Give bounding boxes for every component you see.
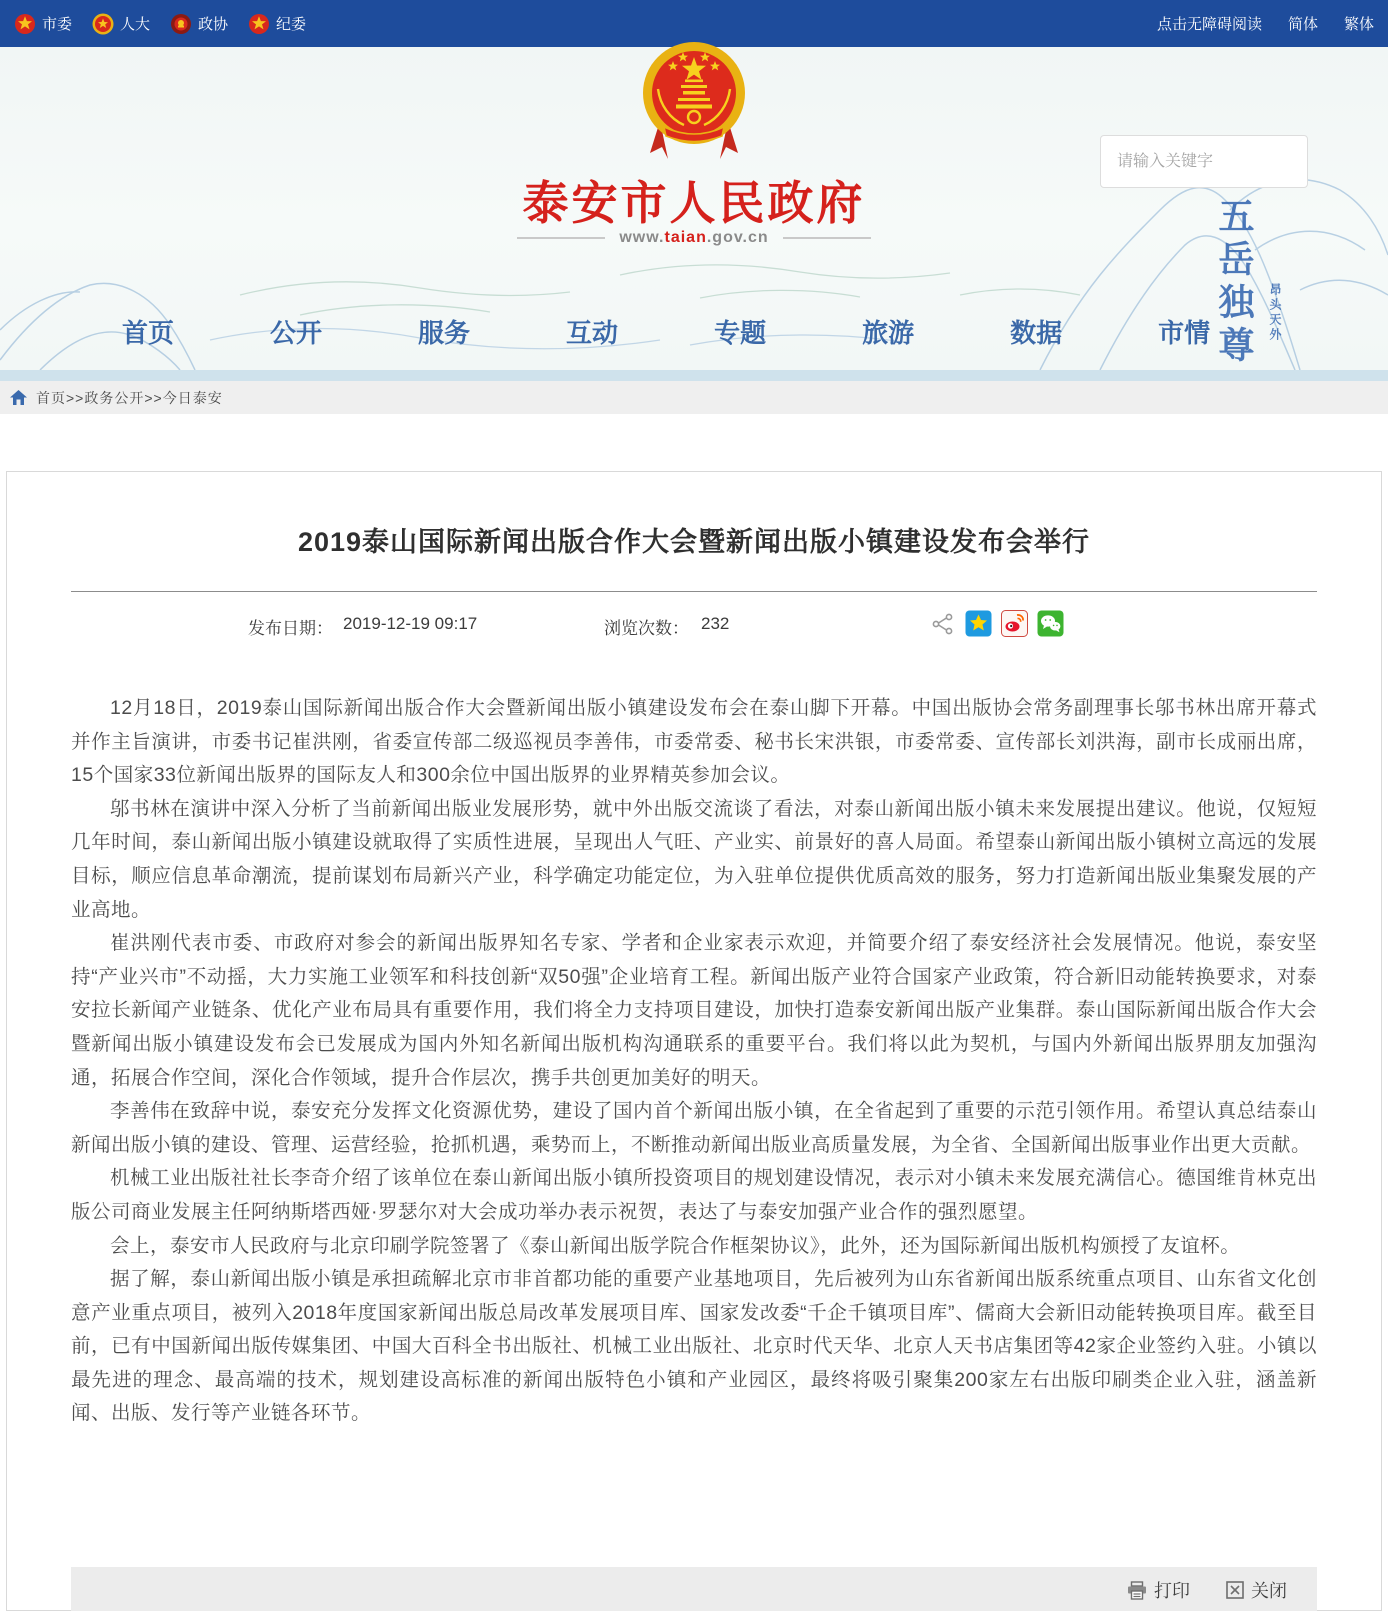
simplified-chinese-link[interactable]: 简体 bbox=[1287, 16, 1318, 33]
link-zhengxie[interactable] bbox=[170, 13, 228, 35]
site-header bbox=[0, 47, 1388, 370]
nav-item-interaction[interactable]: 互动 bbox=[566, 317, 619, 348]
article-body bbox=[71, 692, 1317, 1431]
title-divider bbox=[71, 591, 1317, 592]
link-shiwei[interactable] bbox=[14, 13, 72, 35]
divider-strip bbox=[0, 370, 1388, 381]
search-input[interactable] bbox=[1101, 136, 1307, 187]
view-count-value: 232 bbox=[701, 614, 730, 633]
url-dash-left bbox=[517, 237, 605, 239]
nav-item-open[interactable]: 公开 bbox=[270, 317, 323, 348]
article-container bbox=[6, 471, 1382, 1611]
traditional-chinese-link[interactable]: 繁体 bbox=[1343, 16, 1374, 33]
nav-item-topics[interactable]: 专题 bbox=[714, 317, 767, 348]
breadcrumb bbox=[0, 381, 1388, 414]
national-emblem-icon bbox=[642, 35, 746, 170]
nav-item-city[interactable]: 市情 bbox=[1158, 317, 1211, 348]
article-footer-bar bbox=[71, 1567, 1317, 1611]
home-icon bbox=[10, 390, 27, 405]
print-button[interactable] bbox=[1127, 1577, 1190, 1603]
view-count-label: 浏览次数： bbox=[604, 619, 689, 638]
article-meta bbox=[71, 610, 1317, 642]
topbar-right-links bbox=[1157, 13, 1374, 34]
site-url-text: www.taian.gov.cn bbox=[619, 229, 769, 246]
article-paragraph: 崔洪刚代表市委、市政府对参会的新闻出版界知名专家、学者和企业家表示欢迎，并简要介绍了泰安经济社会发展情况。他说，泰安坚持“产业兴市”不动摇，大力实施工业领军和科技创新“双50强”企业培育工程。新闻出版产业符合国家产业政策，符合新旧动能转换要求，对泰安拉长新闻产业链条、优化产业布局具有重要作用，我们将全力支持项目建设，加快打造泰安新闻出版产业集群。泰山国际新闻出版合作大会暨新闻出版小镇建设发布会已发展成为国内外知名新闻出版机构沟通联系的重要平台。我们将以此为契机，与国内外新闻出版界朋友加强沟通，拓展合作空间，深化合作领域，提升合作层次，携手共创更加美好的明天。 bbox=[71, 932, 1317, 1089]
site-url bbox=[0, 229, 1388, 247]
link-label: 人大 bbox=[120, 16, 151, 33]
close-label: 关闭 bbox=[1251, 1581, 1287, 1601]
article-paragraph: 李善伟在致辞中说，泰安充分发挥文化资源优势，建设了国内首个新闻出版小镇，在全省起到了重要的示范引领作用。希望认真总结泰山新闻出版小镇的建设、管理、运营经验，抢抓机遇，乘势而上，不断推动新闻出版业高质量发展，为全省、全国新闻出版事业作出更大贡献。 bbox=[71, 1100, 1317, 1156]
accessible-reading-link[interactable]: 点击无障碍阅读 bbox=[1156, 16, 1262, 33]
topbar-left-links bbox=[14, 13, 306, 35]
cppcc-emblem-icon bbox=[170, 13, 192, 35]
link-renda[interactable] bbox=[92, 13, 150, 35]
link-jiwei[interactable] bbox=[248, 13, 306, 35]
article-paragraph: 会上，泰安市人民政府与北京印刷学院签署了《泰山新闻出版学院合作框架协议》，此外，还为国际新闻出版机构颁授了友谊杯。 bbox=[110, 1234, 1241, 1257]
publish-date-value: 2019-12-19 09:17 bbox=[343, 614, 478, 633]
view-count bbox=[604, 614, 729, 639]
article-paragraph: 机械工业出版社社长李奇介绍了该单位在泰山新闻出版小镇所投资项目的规划建设情况，表示对小镇未来发展充满信心。德国维肯林克出版公司商业发展主任阿纳斯塔西娅·罗瑟尔对大会成功举办表示祝贺，表达了与泰安加强产业合作的强烈愿望。 bbox=[71, 1167, 1317, 1223]
nav-item-tourism[interactable]: 旅游 bbox=[862, 317, 915, 348]
share-icon[interactable] bbox=[929, 610, 956, 637]
weibo-share-icon[interactable] bbox=[1001, 610, 1028, 637]
publish-date-label: 发布日期： bbox=[248, 619, 333, 638]
main-nav bbox=[0, 302, 1388, 360]
printer-icon bbox=[1127, 1581, 1147, 1600]
close-icon bbox=[1226, 1581, 1244, 1599]
nav-item-services[interactable]: 服务 bbox=[418, 317, 471, 348]
qzone-share-icon[interactable] bbox=[965, 610, 992, 637]
wechat-share-icon[interactable] bbox=[1037, 610, 1064, 637]
share-buttons bbox=[929, 610, 1064, 637]
nav-item-data[interactable]: 数据 bbox=[1010, 317, 1063, 348]
calligraphy-wuyuedz: 五岳独尊 bbox=[1214, 197, 1255, 369]
site-title: 泰安市人民政府 bbox=[522, 177, 866, 229]
party-emblem-icon bbox=[248, 13, 270, 35]
publish-date bbox=[248, 614, 477, 639]
article-paragraph: 12月18日，2019泰山国际新闻出版合作大会暨新闻出版小镇建设发布会在泰山脚下开幕。中国出版协会常务副理事长邬书林出席开幕式并作主旨演讲，市委书记崔洪刚，省委宣传部二级巡视员李善伟，市委常委、秘书长宋洪银，市委常委、宣传部长刘洪海，副市长成丽出席，15个国家33位新闻出版界的国际友人和300余位中国出版界的业界精英参加会议。 bbox=[71, 697, 1317, 787]
breadcrumb-trail[interactable]: 首页>>政务公开>>今日泰安 bbox=[36, 389, 223, 406]
article-paragraph: 据了解，泰山新闻出版小镇是承担疏解北京市非首都功能的重要产业基地项目，先后被列为山东省新闻出版系统重点项目、山东省文化创意产业重点项目，被列入2018年度国家新闻出版总局改革发展项目库、国家发改委“千企千镇项目库”、儒商大会新旧动能转换项目库。截至目前，已有中国新闻出版传媒集团、中国大百科全书出版社、机械工业出版社、北京时代天华、北京人天书店集团等42家企业签约入驻。小镇以最先进的理念、最高端的技术，规划建设高标准的新闻出版特色小镇和产业园区，最终将吸引聚集200家左右出版印刷类企业入驻，涵盖新闻、出版、发行等产业链各环节。 bbox=[71, 1268, 1317, 1425]
link-label: 政协 bbox=[198, 16, 229, 33]
nav-item-home[interactable]: 首页 bbox=[122, 317, 175, 348]
article-title: 2019泰山国际新闻出版合作大会暨新闻出版小镇建设发布会举行 bbox=[297, 527, 1091, 557]
site-search bbox=[1100, 135, 1308, 188]
article-paragraph: 邬书林在演讲中深入分析了当前新闻出版业发展形势，就中外出版交流谈了看法，对泰山新闻出版小镇未来发展提出建议。他说，仅短短几年时间，泰山新闻出版小镇建设就取得了实质性进展，呈现出人气旺、产业实、前景好的喜人局面。希望泰山新闻出版小镇树立高远的发展目标，顺应信息革命潮流，提前谋划布局新兴产业，科学确定功能定位，为入驻单位提供优质高效的服务，努力打造新闻出版业集聚发展的产业高地。 bbox=[71, 797, 1317, 921]
print-label: 打印 bbox=[1154, 1581, 1190, 1601]
party-emblem-icon bbox=[14, 13, 36, 35]
close-button[interactable] bbox=[1226, 1577, 1287, 1603]
npc-emblem-icon bbox=[92, 13, 114, 35]
url-dash-right bbox=[783, 237, 871, 239]
calligraphy-small-seal: 昂头天外 bbox=[1268, 283, 1282, 343]
link-label: 市委 bbox=[42, 16, 73, 33]
link-label: 纪委 bbox=[276, 16, 307, 33]
